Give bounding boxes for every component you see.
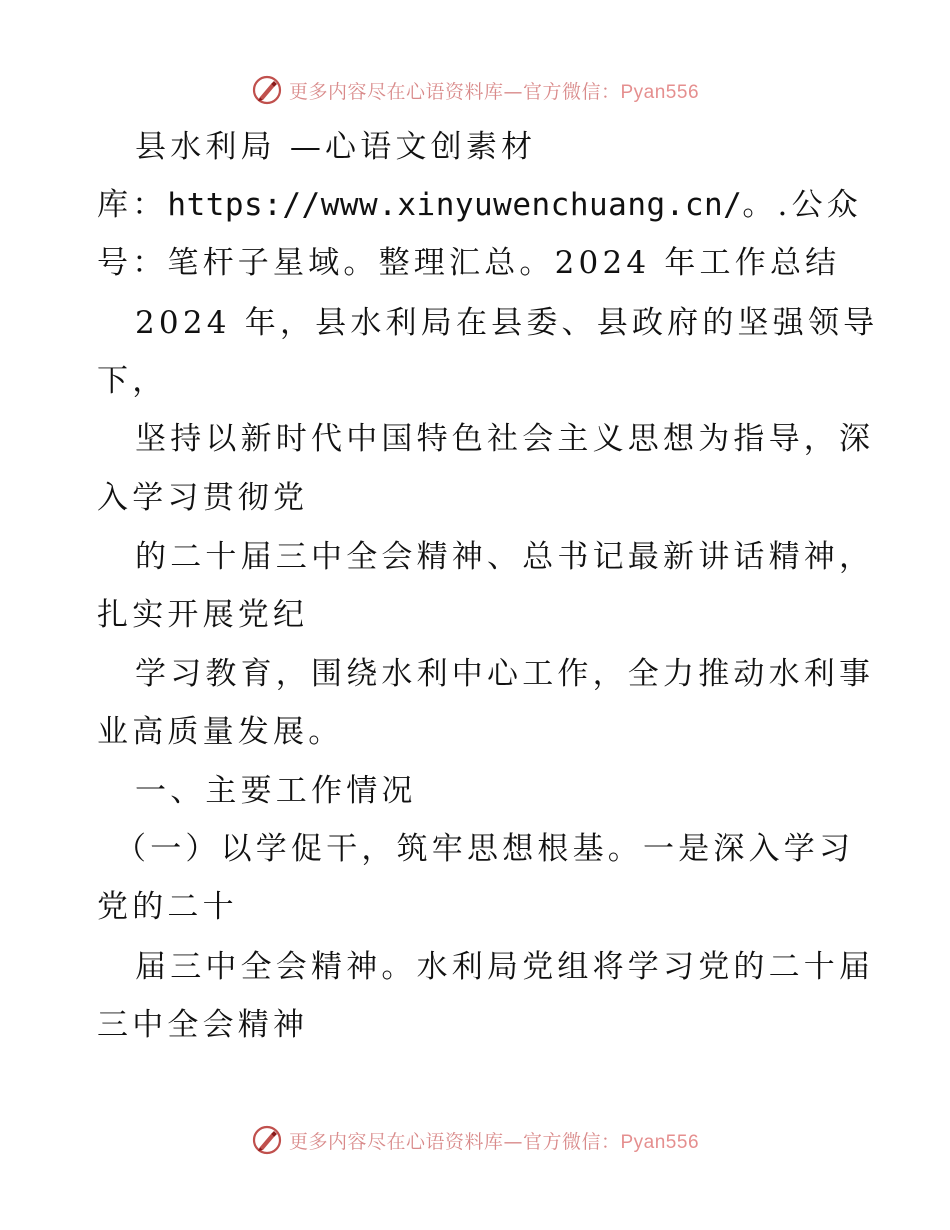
text-line: 扎实开展党纪	[97, 597, 309, 633]
text-line: 学习教育，围绕水利中心工作，全力推动水利事	[135, 656, 875, 692]
section-heading: 一、主要工作情况	[135, 773, 417, 809]
text-line: 县水利局 —心语文创素材	[135, 129, 537, 165]
text-line: 届三中全会精神。水利局党组将学习党的二十届	[135, 949, 875, 985]
text-line: 入学习贯彻党	[97, 480, 309, 516]
text-line: 坚持以新时代中国特色社会主义思想为指导，深	[135, 421, 875, 457]
pen-logo-icon	[251, 1124, 283, 1156]
text-line: （一）以学促干，筑牢思想根基。一是深入学习	[115, 831, 855, 867]
text-line: 号：笔杆子星域。整理汇总。2024 年工作总结	[97, 245, 841, 281]
footer-watermark-text: 更多内容尽在心语资料库—官方微信：Pyan556	[288, 1130, 700, 1153]
header-watermark-text: 更多内容尽在心语资料库—官方微信：Pyan556	[288, 80, 700, 103]
text-line: 三中全会精神	[97, 1007, 309, 1043]
text-line: 库：https://www.xinyuwenchuang.cn/。.公众	[97, 187, 862, 223]
footer-watermark	[0, 1120, 950, 1160]
text-line: 下，	[97, 363, 168, 399]
text-line: 2024 年，县水利局在县委、县政府的坚强领导	[135, 305, 879, 341]
text-line: 的二十届三中全会精神、总书记最新讲话精神，	[135, 539, 875, 575]
text-line: 党的二十	[97, 889, 238, 925]
text-line: 业高质量发展。	[97, 714, 344, 750]
